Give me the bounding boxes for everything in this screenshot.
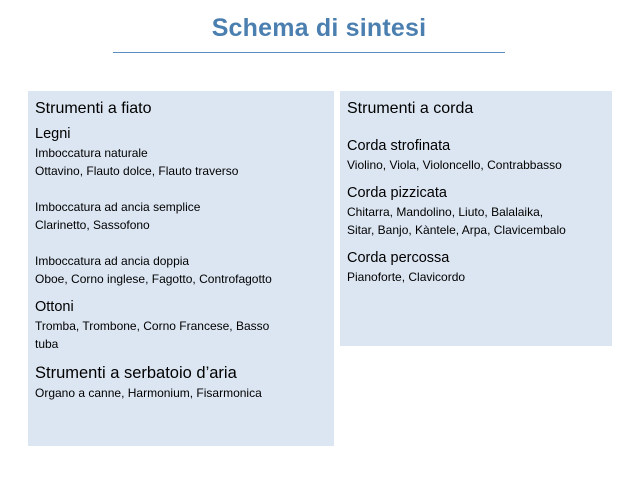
ottoni-items-line1: Tromba, Trombone, Corno Francese, Basso: [35, 319, 270, 333]
legni-double-reed-items: Oboe, Corno inglese, Fagotto, Controfagotto: [35, 272, 272, 286]
string-instruments-panel: [340, 91, 612, 346]
pizzicata-items-line2: Sitar, Banjo, Kàntele, Arpa, Clavicembalo: [347, 223, 566, 237]
wind-instruments-panel: [28, 91, 334, 446]
ottoni-label: Ottoni: [35, 299, 74, 315]
legni-double-reed-label: Imboccatura ad ancia doppia: [35, 254, 190, 268]
ottoni-items-line2: tuba: [35, 337, 59, 351]
string-heading: Strumenti a corda: [347, 100, 474, 117]
pizzicata-items-line1: Chitarra, Mandolino, Liuto, Balalaika,: [347, 205, 544, 219]
page-title: Schema di sintesi: [211, 14, 427, 42]
pizzicata-label: Corda pizzicata: [347, 185, 447, 201]
legni-single-reed-items: Clarinetto, Sassofono: [35, 218, 150, 232]
legni-natural-items: Ottavino, Flauto dolce, Flauto traverso: [35, 164, 239, 178]
percossa-label: Corda percossa: [347, 250, 450, 266]
wind-heading: Strumenti a fiato: [35, 100, 152, 117]
serbatoio-items: Organo a canne, Harmonium, Fisarmonica: [35, 386, 262, 400]
title-underline: [113, 52, 505, 53]
strofinata-label: Corda strofinata: [347, 138, 451, 154]
strofinata-items: Violino, Viola, Violoncello, Contrabbasso: [347, 158, 562, 172]
serbatoio-label: Strumenti a serbatoio d’aria: [35, 364, 237, 382]
legni-natural-label: Imboccatura naturale: [35, 146, 148, 160]
legni-single-reed-label: Imboccatura ad ancia semplice: [35, 200, 201, 214]
legni-label: Legni: [35, 126, 71, 142]
percossa-items: Pianoforte, Clavicordo: [347, 270, 466, 284]
